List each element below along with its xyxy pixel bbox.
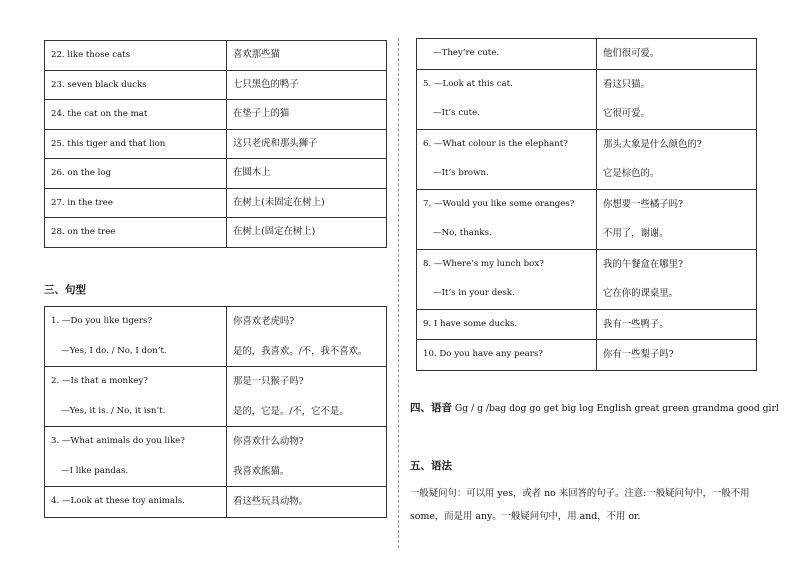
english-text: 6. —What colour is the elephant? [423, 138, 568, 149]
table-row [417, 69, 757, 129]
section-5-title: 五、语法 [410, 460, 452, 472]
english-text: 28. on the tree [51, 227, 116, 238]
chinese-cell [227, 487, 387, 518]
chinese-text: 它在你的课桌里。 [603, 288, 679, 299]
table-row [45, 129, 387, 159]
chinese-text: 这只老虎和那头狮子 [233, 137, 318, 149]
english-cell [45, 41, 227, 71]
table-row [45, 159, 387, 189]
chinese-text: 他们很可爱。 [603, 48, 660, 59]
chinese-text: 在垫子上的猫 [233, 108, 290, 120]
english-cell [45, 129, 227, 159]
table-row [45, 487, 387, 518]
english-text: 25. this tiger and that lion [51, 138, 166, 149]
table-row [45, 41, 387, 71]
english-text: 4. —Look at these toy animals. [51, 496, 185, 506]
chinese-text: 我喜欢熊猫。 [233, 465, 290, 477]
sentence-pattern-table [44, 306, 387, 518]
english-cell [417, 39, 597, 70]
chinese-text: 你想要一些橘子吗? [603, 198, 684, 210]
english-text: —They’re cute. [433, 48, 500, 58]
english-text: 1. —Do you like tigers? [51, 316, 153, 326]
chinese-cell [227, 427, 387, 487]
chinese-text: 在树上(固定在树上) [233, 226, 316, 238]
table-row [45, 307, 387, 367]
chinese-text: 看这些玩具动物。 [233, 496, 309, 507]
chinese-text: 它是棕色的。 [603, 168, 660, 179]
section-3-title: 三、句型 [44, 284, 86, 296]
chinese-cell [597, 39, 757, 70]
english-text: —It’s cute. [433, 108, 480, 118]
english-text: —Yes, I do. / No, I don’t. [61, 345, 167, 356]
english-cell [45, 487, 227, 518]
english-text: 24. the cat on the mat [51, 109, 148, 120]
english-text: 27. in the tree [51, 197, 113, 208]
table-row [45, 367, 387, 427]
english-cell [45, 218, 227, 248]
english-text: 23. seven black ducks [51, 79, 147, 90]
chinese-text: 是的，它是。/不，它不是。 [233, 405, 349, 417]
chinese-cell [227, 129, 387, 159]
table-row [417, 249, 757, 309]
english-text: —No, thanks. [433, 228, 492, 238]
english-text: 8. —Where’s my lunch box? [423, 258, 544, 269]
phonics-content: Gg / g /bag dog go get big log English great green grandma good girl [454, 403, 779, 414]
chinese-cell [597, 189, 757, 249]
english-cell [45, 159, 227, 189]
chinese-text: 我的午餐盒在哪里? [603, 258, 684, 270]
chinese-text: 你喜欢什么动物? [233, 436, 304, 447]
table-row [45, 70, 387, 100]
english-cell [45, 188, 227, 218]
english-text: 10. Do you have any pears? [423, 349, 543, 359]
english-text: 26. on the log [51, 168, 112, 179]
chinese-text: 不用了，谢谢。 [603, 228, 669, 239]
chinese-cell [227, 41, 387, 71]
chinese-text: 我有一些鸭子。 [603, 318, 669, 330]
english-text: 5. —Look at this cat. [423, 78, 513, 89]
chinese-cell [597, 249, 757, 309]
table-row [417, 39, 757, 70]
english-cell [417, 189, 597, 249]
vocabulary-table [44, 40, 387, 248]
english-cell [45, 70, 227, 100]
english-cell [417, 129, 597, 189]
chinese-cell [227, 218, 387, 248]
english-text: 7. —Would you like some oranges? [423, 198, 575, 209]
chinese-cell [227, 70, 387, 100]
grammar-content: 一般疑问句：可以用 yes，或者 no 来回答的句子。注意:一般疑问句中，一般不用 some，而是用 any。一般疑问句中，用 and，不用 or. [410, 488, 750, 522]
chinese-cell [597, 69, 757, 129]
english-cell [417, 249, 597, 309]
section-4-title: 四、语音 [410, 402, 452, 414]
sentence-pattern-table-continued [416, 38, 757, 371]
table-row [417, 189, 757, 249]
chinese-cell [227, 100, 387, 130]
chinese-text: 它很可爱。 [603, 108, 650, 119]
english-text: —I like pandas. [61, 465, 129, 476]
section-4-phonics [410, 400, 779, 415]
chinese-text: 你有一些梨子吗? [603, 349, 674, 360]
english-cell [417, 309, 597, 340]
table-row [45, 427, 387, 487]
chinese-text: 喜欢那些猫 [233, 49, 280, 61]
chinese-text: 是的，我喜欢。/不，我不喜欢。 [233, 345, 368, 357]
chinese-cell [597, 309, 757, 340]
chinese-cell [227, 367, 387, 427]
chinese-cell [227, 159, 387, 189]
chinese-cell [227, 188, 387, 218]
table-row [45, 188, 387, 218]
english-cell [45, 100, 227, 130]
english-text: 2. —Is that a monkey? [51, 376, 148, 386]
english-text: —It’s brown. [433, 168, 489, 178]
english-text: 3. —What animals do you like? [51, 436, 185, 446]
english-text: —Yes, it is. / No, it isn’t. [61, 405, 166, 416]
chinese-text: 那头大象是什么颜色的? [603, 138, 702, 150]
chinese-cell [227, 307, 387, 367]
table-row [417, 129, 757, 189]
chinese-text: 你喜欢老虎吗? [233, 316, 295, 327]
chinese-text: 在圆木上 [233, 167, 271, 179]
english-cell [417, 340, 597, 371]
chinese-cell [597, 129, 757, 189]
chinese-cell [597, 340, 757, 371]
chinese-text: 七只黑色的鸭子 [233, 78, 299, 90]
table-row [45, 218, 387, 248]
english-text: —It’s in your desk. [433, 288, 515, 298]
chinese-text: 那是一只猴子吗? [233, 376, 304, 387]
chinese-text: 看这只猫。 [603, 78, 650, 90]
table-row [417, 340, 757, 371]
english-cell [45, 367, 227, 427]
english-text: 22. like those cats [51, 50, 131, 61]
column-divider [398, 38, 399, 548]
chinese-text: 在树上(未固定在树上) [233, 196, 325, 208]
english-cell [417, 69, 597, 129]
table-row [45, 100, 387, 130]
english-text: 9. I have some ducks. [423, 318, 518, 329]
english-cell [45, 307, 227, 367]
table-row [417, 309, 757, 340]
english-cell [45, 427, 227, 487]
